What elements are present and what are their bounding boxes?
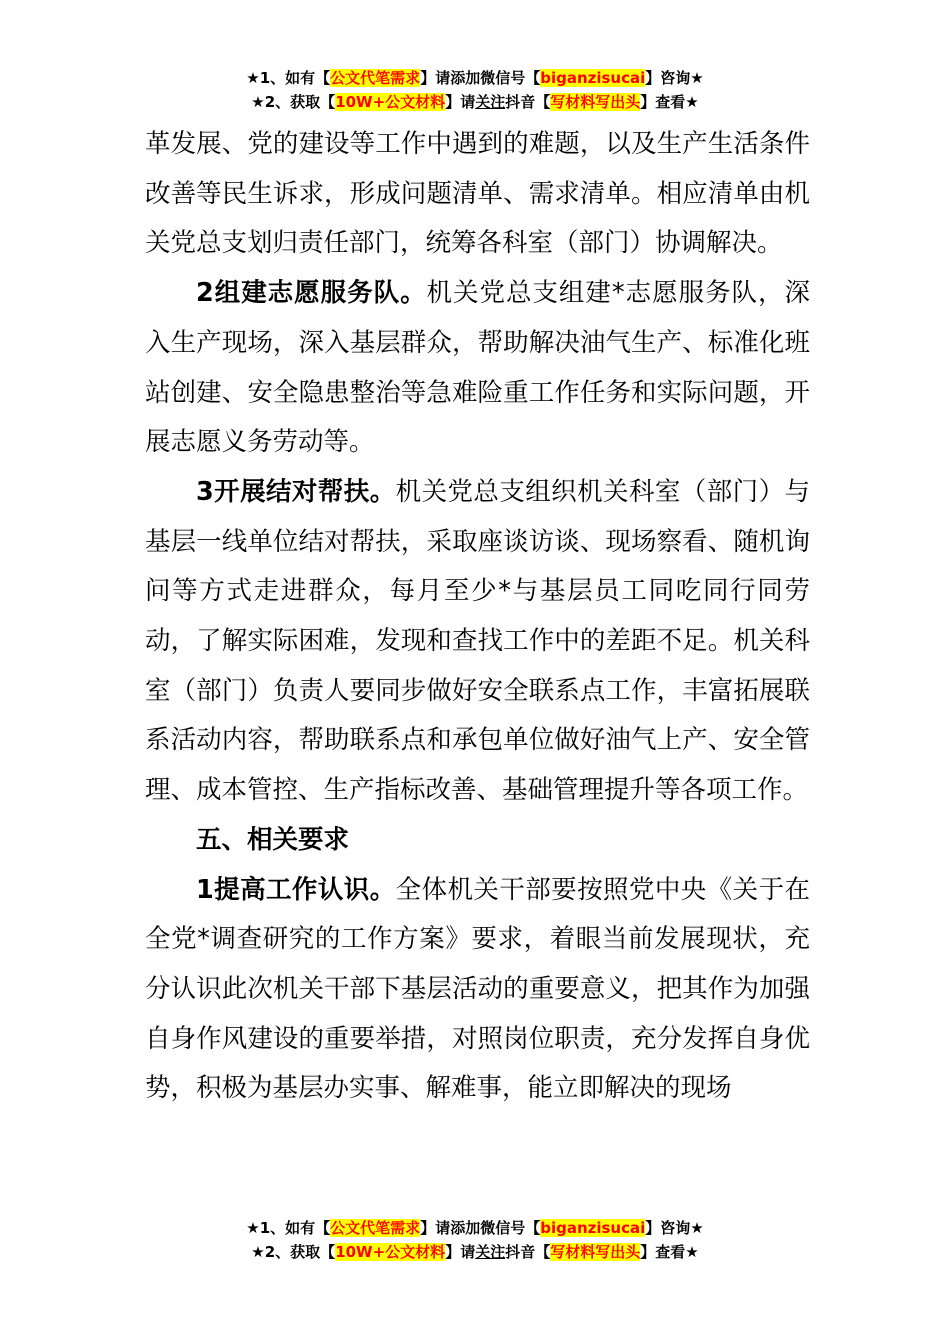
paragraph-4-title: 1提高工作认识。 (196, 874, 396, 905)
banner-text: 抖音【 (505, 1243, 551, 1261)
banner-line-1 (0, 1216, 950, 1240)
banner-text: ★2、获取【 (251, 93, 336, 111)
bottom-banner (0, 1216, 950, 1264)
banner-text: 】请添加微信号【 (420, 69, 541, 87)
banner-text: ★1、如有【 (246, 69, 331, 87)
banner-highlight: 写材料写出头 (550, 93, 641, 111)
banner-text: 】查看★ (640, 93, 699, 111)
banner-text: ★1、如有【 (246, 1219, 331, 1237)
paragraph-3 (145, 468, 810, 816)
banner-text: 抖音【 (505, 93, 551, 111)
top-banner (0, 66, 950, 114)
banner-text: 】请 (445, 1243, 476, 1261)
banner-highlight: biganzisucai (540, 69, 646, 87)
paragraph-3-title: 3开展结对帮扶。 (196, 476, 396, 507)
banner-highlight: 写材料写出头 (550, 1243, 641, 1261)
banner-text: 】请添加微信号【 (420, 1219, 541, 1237)
section-heading: 五、相关要求 (196, 824, 350, 855)
paragraph-2 (145, 269, 810, 468)
banner-line-1 (0, 66, 950, 90)
banner-highlight: 10W+公文材料 (335, 93, 446, 111)
paragraph-1: 革发展、党的建设等工作中遇到的难题，以及生产生活条件改善等民生诉求，形成问题清单、需求清单。相应清单由机关党总支划归责任部门，统筹各科室（部门）协调解决。 (145, 129, 810, 259)
banner-highlight: 10W+公文材料 (335, 1243, 446, 1261)
banner-line-2 (0, 90, 950, 114)
banner-highlight: 公文代笔需求 (330, 1219, 421, 1237)
paragraph-3-text: 机关党总支组织机关科室（部门）与基层一线单位结对帮扶，采取座谈访谈、现场察看、随机询问等方式走进群众，每月至少*与基层员工同吃同行同劳动，了解实际困难，发现和查找工作中的差距不足。机关科室（部门）负责人要同步做好安全联系点工作，丰富拓展联系活动内容，帮助联系点和承包单位做好油气上产、安全管理、成本管控、生产指标改善、基础管理提升等各项工作。 (145, 476, 810, 806)
banner-underline: 关注 (475, 1243, 506, 1261)
paragraph-2-title: 2组建志愿服务队。 (196, 278, 427, 309)
banner-text: 】请 (445, 93, 476, 111)
banner-underline: 关注 (475, 93, 506, 111)
banner-text: 】查看★ (640, 1243, 699, 1261)
paragraph-4-text: 全体机关干部要按照党中央《关于在全党*调查研究的工作方案》要求，着眼当前发展现状，充分认识此次机关干部下基层活动的重要意义，把其作为加强自身作风建设的重要举措，对照岗位职责，充分发挥自身优势，积极为基层办实事、解难事，能立即解决的现场 (145, 874, 810, 1104)
banner-text: 】咨询★ (645, 69, 704, 87)
banner-text: ★2、获取【 (251, 1243, 336, 1261)
document-body (145, 120, 810, 1114)
banner-highlight: 公文代笔需求 (330, 69, 421, 87)
banner-line-2 (0, 1240, 950, 1264)
paragraph-2-text: 机关党总支组建*志愿服务队，深入生产现场，深入基层群众，帮助解决油气生产、标准化班站创建、安全隐患整治等急难险重工作任务和实际问题，开展志愿义务劳动等。 (145, 278, 810, 458)
banner-highlight: biganzisucai (540, 1219, 646, 1237)
banner-text: 】咨询★ (645, 1219, 704, 1237)
paragraph-4 (145, 866, 810, 1115)
